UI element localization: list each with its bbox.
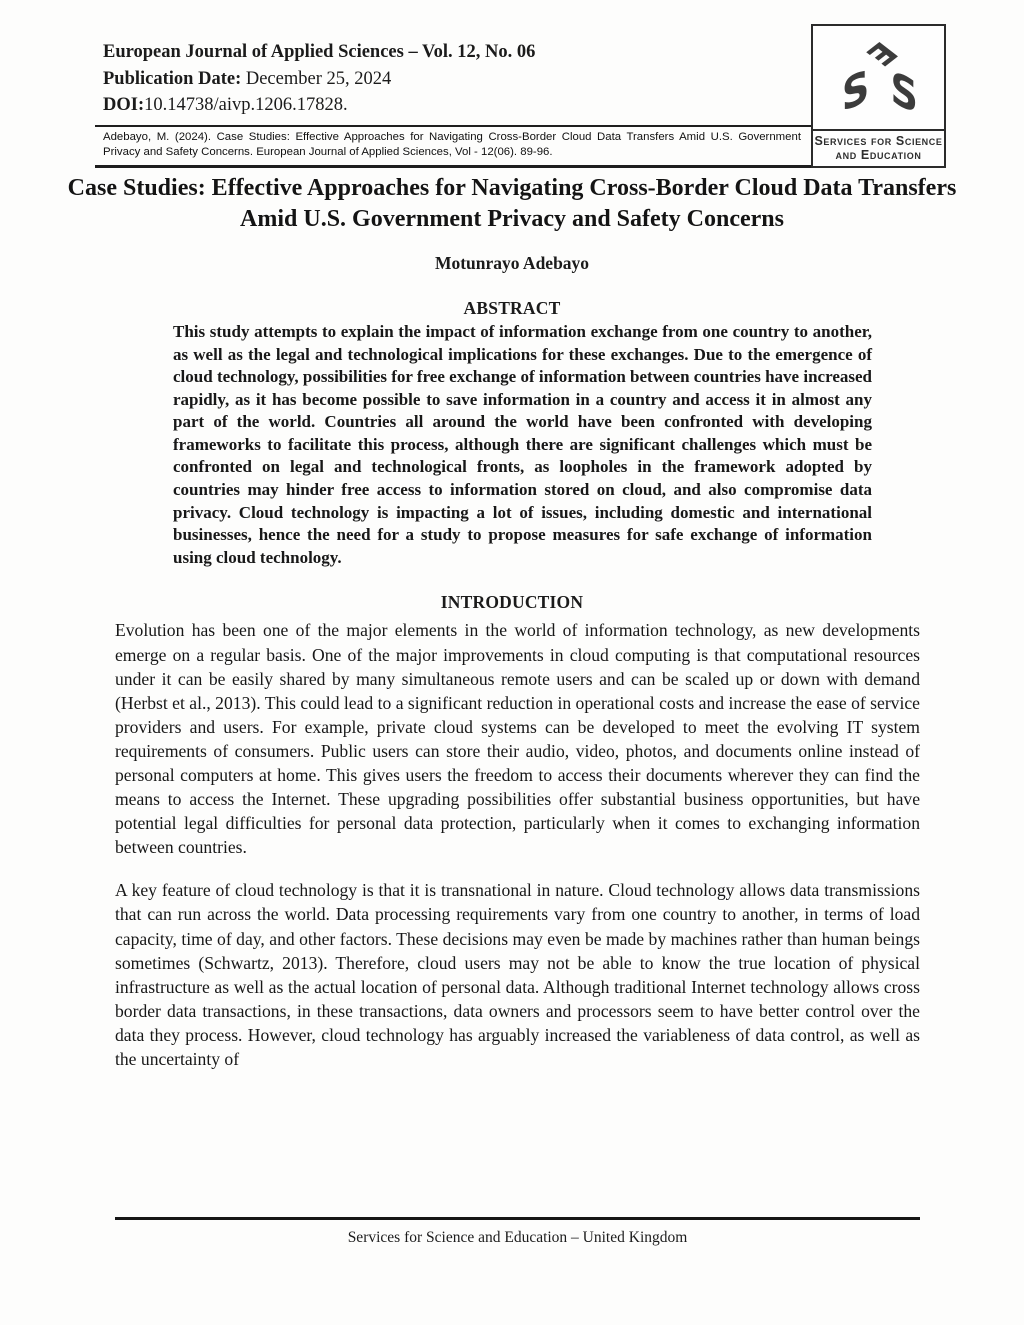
logo-letter-s-left: S <box>841 60 869 124</box>
page-footer-text: Services for Science and Education – United Kingdom <box>115 1217 920 1247</box>
citation-box: Adebayo, M. (2024). Case Studies: Effective Approaches for Navigating Cross-Border Cloud Data Transfers Amid U.S. Government Privacy and Safety Concerns. European Journal of Applied Sciences, Vol - 12(06). 89-96. <box>95 125 811 168</box>
publisher-logo-box <box>811 24 946 168</box>
journal-title-text: European Journal of Applied Sciences – Vol. 12, No. 06 <box>103 42 536 62</box>
logo-letter-s-right: S <box>889 62 918 126</box>
publication-date-line <box>95 66 811 93</box>
intro-paragraph-1: Evolution has been one of the major elements in the world of information technology, as new developments emerge on a regular basis. One of the major improvements in cloud computing is that computational resources under it can be easily shared by many simultaneous remote users and can be scaled up or down with demand (Herbst et al., 2013). This could lead to a significant reduction in operational costs and increase the ease of service providers and users. For example, private cloud systems can be developed to meet the evolving IT system requirements of consumers. Public users can store their audio, video, photos, and documents online instead of personal computers at home. This gives users the freedom to access their documents wherever they can find the means to access the Internet. These upgrading possibilities offer substantial business opportunities, but have potential legal difficulties for personal data protection, particularly when it comes to exchanging information between countries. <box>115 620 920 858</box>
doi-value: 10.14738/aivp.1206.17828. <box>144 95 348 115</box>
doi-line <box>95 92 811 119</box>
publication-date-value: December 25, 2024 <box>241 68 392 89</box>
introduction-heading: INTRODUCTION <box>440 592 584 613</box>
logo-caption <box>813 129 944 166</box>
intro-paragraph-2: A key feature of cloud technology is that it is transnational in nature. Cloud technology allows data transmissions that can run across the world. Data processing requirements vary from one country to another, in terms of load capacity, time of day, and other factors. These decisions may even be made by machines rather than human beings sometimes (Schwartz, 2013). Therefore, cloud users may not be able to know the true location of physical infrastructure as well as the actual location of personal data. Although traditional Internet technology allows cross border data transactions, in these transactions, data owners and processors seem to have better control over the data they process. However, cloud technology has arguably increased the variableness of data control, as well as the uncertainty of <box>115 880 920 1070</box>
journal-title-line <box>95 39 811 66</box>
logo-caption-line2: and Education <box>835 147 922 162</box>
journal-info-block <box>95 24 811 168</box>
doi-label: DOI: <box>103 95 145 115</box>
logo-caption-line1: Services for Science <box>814 133 943 148</box>
author-name: Motunrayo Adebayo <box>434 252 590 273</box>
abstract-text: This study attempts to explain the impact of information exchange from one country to another, as well as the legal and technological implications for these exchanges. Due to the emergence of cloud technology, possibilities for free exchange of information between countries have increased rapidly, as it has become possible to save information in a country and access it in almost any part of the world. Countries all around the world have been confronted with developing frameworks to facilitate this process, although there are significant challenges which must be confronted on legal and technological fronts, as loopholes in the framework adopted by countries may hinder free access to information stored on cloud, and also compromise data privacy. Cloud technology is impacting a lot of issues, including domestic and international businesses, hence the need for a study to propose measures for safe exchange of information using cloud technology. <box>173 321 872 567</box>
logo-letter-e: E <box>857 35 905 73</box>
paper-title: Case Studies: Effective Approaches for Navigating Cross-Border Cloud Data Transfers Amid U.S. Government Privacy and Safety Concerns <box>67 174 957 233</box>
publication-date-label: Publication Date: <box>103 68 242 89</box>
sse-cube-icon <box>813 26 944 129</box>
page-header <box>95 24 946 168</box>
abstract-heading: ABSTRACT <box>463 297 561 318</box>
